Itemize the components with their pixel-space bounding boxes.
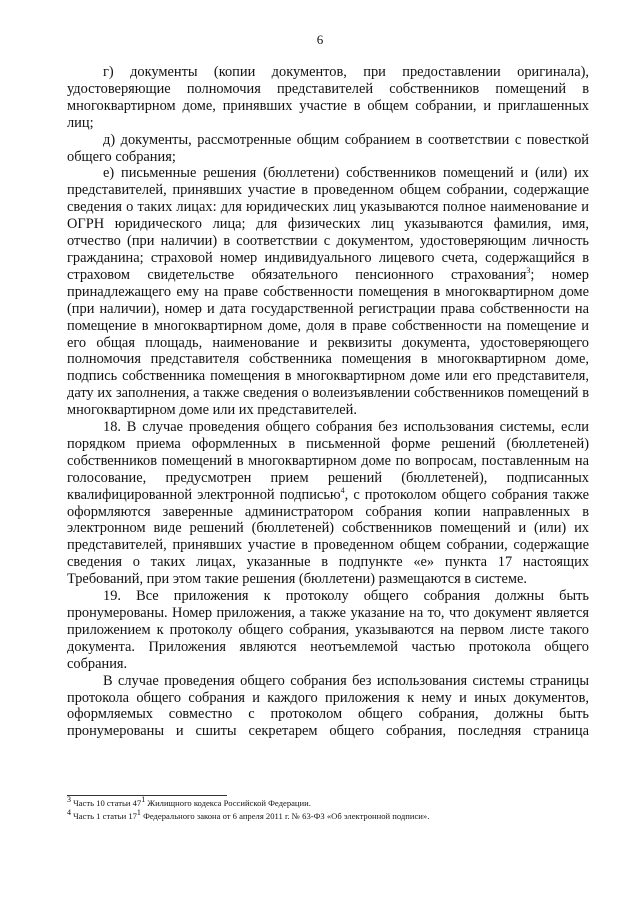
paragraph-item-19: [67, 588, 589, 673]
document-body: [67, 64, 589, 740]
paragraph-text: г) документы (копии документов, при предоставлении оригинала), удостоверяющие полномочия представителей собственников помещений в многоквартирном доме, принявших участие в общем собрании, и приглашенных лиц;: [67, 64, 589, 131]
footnote-article-superscript: 1: [141, 795, 146, 805]
footnote-article-superscript: 1: [136, 808, 141, 818]
footnote-reference[interactable]: 3: [526, 266, 531, 276]
paragraph-text: В случае проведения общего собрания без использования системы страницы протокола общего собрания и каждого приложения к нему и иных документов, оформляемых совместно с протоколом общего собрания, должны быть пронумерованы и сшиты секретарем общего собрания, последняя страница: [67, 672, 589, 740]
paragraph-text: 19. Все приложения к протоколу общего собрания должны быть пронумерованы. Номер приложения, а также указание на то, что документ является приложением к протоколу общего собрания, указываются на первом листе такого документа. Приложения являются неотъемлемой частью протокола общего собрания.: [67, 588, 589, 672]
footnote-text-tail: Федерального закона от 6 апреля 2011 г. № 63-ФЗ «Об электронной подписи».: [140, 811, 430, 821]
footnote-text: Часть 10 статьи 47: [71, 798, 142, 808]
paragraph-text: е) письменные решения (бюллетени) собственников помещений и (или) их представителей, принявших участие в проведенном общем собрании, содержащие сведения о таких лицах: для юридических лиц указываются полное наименование и ОГРН юридического лица; для физических лиц указываются фамилия, имя, отчество (при наличии) в соответствии с документом, удостоверяющим личность гражданина; страховой номер индивидуального лицевого счета, содержащийся в страховом свидетельстве обязательного пенсионного страхования: [67, 165, 589, 283]
footnote-reference[interactable]: 4: [340, 485, 345, 495]
paragraph-item-g: [67, 64, 589, 132]
paragraph-item-d: [67, 132, 589, 166]
paragraph-item-e: [67, 165, 589, 419]
paragraph-item-19-cont: [67, 673, 589, 741]
footnote-text: Часть 1 статьи 17: [71, 811, 137, 821]
footnote-number: 4: [67, 808, 71, 818]
footnote-divider: [67, 795, 227, 796]
footnote-text-tail: Жилищного кодекса Российской Федерации.: [145, 798, 311, 808]
paragraph-item-18: [67, 419, 589, 588]
footnote-number: 3: [67, 795, 71, 805]
footnote-4: [67, 810, 589, 823]
paragraph-text: д) документы, рассмотренные общим собранием в соответствии с повесткой общего собрания;: [67, 131, 589, 165]
footnote-3: [67, 797, 589, 810]
paragraph-text: 18. В случае проведения общего собрания без использования системы, если порядком приема оформленных в письменной форме решений (бюллетеней) собственников помещений в многоквартирном доме по вопросам, поставленным на голосование, предусмотрен прием решений (бюллетеней), подписанных квалифицированной электронной подписью: [67, 419, 589, 503]
paragraph-text: , с протоколом общего собрания также оформляются заверенные администратором собрания копии направленных в электронном виде решений (бюллетеней) собственников помещений и (или) их представителей, принявших участие в проведенном общем собрании, содержащие сведения о таких лицах, указанные в подпункте «е» пункта 17 настоящих Требований, при этом такие решения (бюллетени) размещаются в системе.: [67, 486, 589, 588]
page-number: 6: [316, 32, 324, 47]
footnotes: [67, 797, 589, 823]
paragraph-text: ; номер принадлежащего ему на праве собственности помещения в многоквартирном доме (при наличии), номер и дата государственной регистрации права собственности на помещение в многоквартирном доме, доля в праве собственности на помещение и его общая площадь, наименование и реквизиты документа, удостоверяющего полномочия представителя собственника помещения в многоквартирном доме, подпись собственника помещения в многоквартирном доме или его представителя, дату их заполнения, а также сведения о волеизъявлении собственников помещений в многоквартирном доме или их представителей.: [67, 266, 589, 419]
